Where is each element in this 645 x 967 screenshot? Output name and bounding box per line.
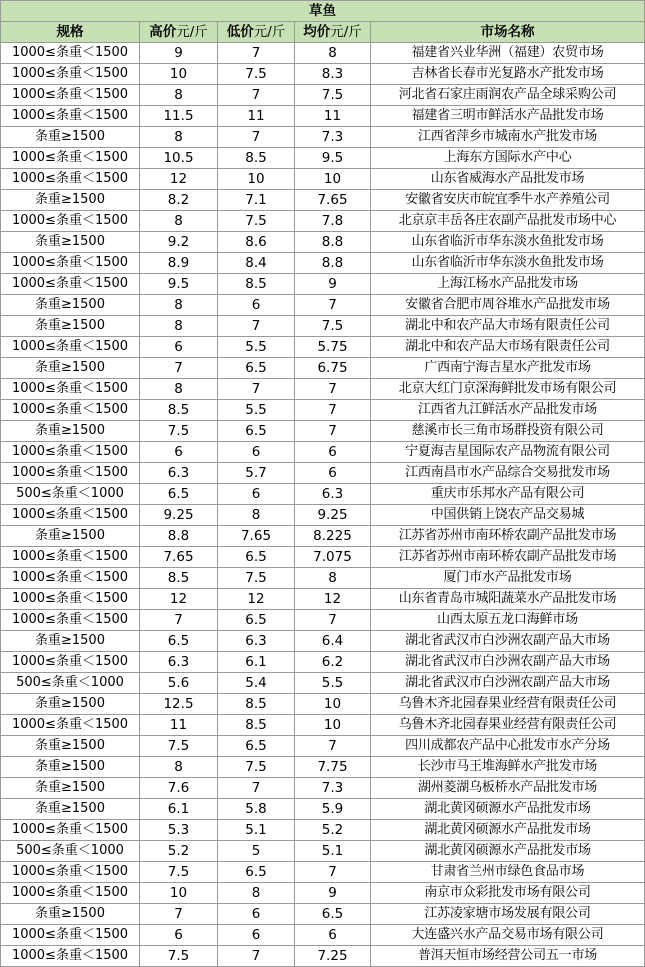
spec-cell: 1000≤条重＜1500 [1, 610, 140, 631]
spec-cell: 条重≥1500 [1, 757, 140, 778]
avg-price-cell: 7 [295, 862, 371, 883]
table-row [1, 589, 645, 610]
header-row [1, 22, 645, 43]
avg-price-cell: 7.8 [295, 211, 371, 232]
avg-price-cell: 12 [295, 589, 371, 610]
market-name-cell: 湖北省武汉市白沙洲农副产品大市场 [371, 652, 645, 673]
low-price-cell: 6 [218, 442, 295, 463]
table-row [1, 715, 645, 736]
market-name-cell: 湖北黄冈硕源水产品批发市场 [371, 841, 645, 862]
high-price-cell: 10 [140, 64, 218, 85]
avg-price-cell: 9.25 [295, 505, 371, 526]
high-price-cell: 10 [140, 883, 218, 904]
spec-cell: 1000≤条重＜1500 [1, 463, 140, 484]
high-price-cell: 6.3 [140, 652, 218, 673]
market-name-cell: 广西南宁海吉星水产批发市场 [371, 358, 645, 379]
spec-cell: 1000≤条重＜1500 [1, 589, 140, 610]
spec-cell: 条重≥1500 [1, 631, 140, 652]
market-name-cell: 安徽省安庆市皖宜季牛水产养殖公司 [371, 190, 645, 211]
market-name-cell: 湖北黄冈硕源水产品批发市场 [371, 799, 645, 820]
spec-cell: 1000≤条重＜1500 [1, 925, 140, 946]
table-row [1, 253, 645, 274]
high-price-cell: 6.3 [140, 463, 218, 484]
low-price-cell: 7.1 [218, 190, 295, 211]
market-name-cell: 湖州菱湖乌板桥水产品批发市场 [371, 778, 645, 799]
market-name-cell: 山东省临沂市华东淡水鱼批发市场 [371, 232, 645, 253]
avg-price-cell: 7.25 [295, 946, 371, 967]
table-row [1, 337, 645, 358]
table-row [1, 85, 645, 106]
low-price-cell: 5.8 [218, 799, 295, 820]
high-price-cell: 8 [140, 295, 218, 316]
low-price-cell: 7 [218, 379, 295, 400]
low-price-cell: 8.5 [218, 274, 295, 295]
high-price-cell: 6.5 [140, 631, 218, 652]
low-price-cell: 6.5 [218, 862, 295, 883]
high-price-cell: 8.9 [140, 253, 218, 274]
table-row [1, 526, 645, 547]
avg-price-cell: 6 [295, 463, 371, 484]
spec-cell: 1000≤条重＜1500 [1, 652, 140, 673]
low-price-cell: 6 [218, 295, 295, 316]
avg-price-cell: 10 [295, 169, 371, 190]
high-price-cell: 6 [140, 337, 218, 358]
market-name-cell: 江苏省苏州市南环桥农副产品批发市场 [371, 526, 645, 547]
avg-price-cell: 7 [295, 421, 371, 442]
avg-price-cell: 9 [295, 883, 371, 904]
spec-cell: 条重≥1500 [1, 904, 140, 925]
high-price-cell: 11 [140, 715, 218, 736]
table-row [1, 421, 645, 442]
low-price-cell: 6 [218, 925, 295, 946]
avg-price-cell: 7 [295, 400, 371, 421]
table-row [1, 862, 645, 883]
high-price-cell: 9 [140, 43, 218, 64]
low-price-cell: 8.5 [218, 148, 295, 169]
spec-cell: 条重≥1500 [1, 694, 140, 715]
market-name-cell: 乌鲁木齐北园春果业经营有限责任公司 [371, 694, 645, 715]
high-price-cell: 7 [140, 610, 218, 631]
avg-price-cell: 10 [295, 715, 371, 736]
low-price-cell: 5.1 [218, 820, 295, 841]
market-name-cell: 江西省九江鲜活水产品批发市场 [371, 400, 645, 421]
low-price-cell: 5.7 [218, 463, 295, 484]
spec-cell: 条重≥1500 [1, 127, 140, 148]
table-row [1, 673, 645, 694]
table-title: 草鱼 [1, 1, 645, 22]
high-price-cell: 8.2 [140, 190, 218, 211]
low-price-cell: 11 [218, 106, 295, 127]
market-name-cell: 吉林省长春市光复路水产批发市场 [371, 64, 645, 85]
table-row [1, 463, 645, 484]
avg-price-cell: 11 [295, 106, 371, 127]
avg-price-cell: 6.2 [295, 652, 371, 673]
avg-price-cell: 7.5 [295, 85, 371, 106]
market-name-cell: 湖北省武汉市白沙洲农副产品大市场 [371, 631, 645, 652]
table-row [1, 358, 645, 379]
high-price-cell: 8 [140, 379, 218, 400]
low-price-cell: 8 [218, 505, 295, 526]
spec-cell: 500≤条重＜1000 [1, 673, 140, 694]
high-price-cell: 6 [140, 925, 218, 946]
spec-cell: 1000≤条重＜1500 [1, 211, 140, 232]
market-name-cell: 江西省萍乡市城南水产批发市场 [371, 127, 645, 148]
avg-price-cell: 6.5 [295, 904, 371, 925]
table-row [1, 694, 645, 715]
spec-cell: 条重≥1500 [1, 799, 140, 820]
table-row [1, 106, 645, 127]
table-row [1, 925, 645, 946]
avg-price-cell: 5.1 [295, 841, 371, 862]
low-price-cell: 5.4 [218, 673, 295, 694]
high-price-cell: 5.3 [140, 820, 218, 841]
low-price-cell: 6.5 [218, 736, 295, 757]
table-row [1, 64, 645, 85]
low-price-cell: 6.3 [218, 631, 295, 652]
market-name-cell: 乌鲁木齐北园春果业经营有限责任公司 [371, 715, 645, 736]
low-price-cell: 7.5 [218, 568, 295, 589]
market-name-cell: 普洱天恒市场经营公司五一市场 [371, 946, 645, 967]
high-price-cell: 9.25 [140, 505, 218, 526]
low-price-cell: 5.5 [218, 400, 295, 421]
spec-cell: 500≤条重＜1000 [1, 484, 140, 505]
spec-cell: 1000≤条重＜1500 [1, 862, 140, 883]
market-name-cell: 北京大红门京深海鲜批发市场有限公司 [371, 379, 645, 400]
avg-price-cell: 8.3 [295, 64, 371, 85]
table-row [1, 190, 645, 211]
spec-cell: 1000≤条重＜1500 [1, 442, 140, 463]
table-row [1, 736, 645, 757]
spec-cell: 1000≤条重＜1500 [1, 715, 140, 736]
high-price-cell: 7.5 [140, 736, 218, 757]
table-row [1, 379, 645, 400]
low-price-cell: 8 [218, 883, 295, 904]
market-name-cell: 山东省威海水产品批发市场 [371, 169, 645, 190]
high-price-cell: 12 [140, 589, 218, 610]
market-name-cell: 中国供销上饶农产品交易城 [371, 505, 645, 526]
low-price-cell: 8.5 [218, 715, 295, 736]
high-price-cell: 5.6 [140, 673, 218, 694]
low-price-cell: 7.5 [218, 757, 295, 778]
spec-cell: 1000≤条重＜1500 [1, 85, 140, 106]
spec-cell: 条重≥1500 [1, 295, 140, 316]
avg-price-cell: 9 [295, 274, 371, 295]
spec-cell: 1000≤条重＜1500 [1, 106, 140, 127]
market-name-cell: 山东省临沂市华东淡水鱼批发市场 [371, 253, 645, 274]
avg-price-cell: 10 [295, 694, 371, 715]
low-price-cell: 10 [218, 169, 295, 190]
low-price-cell: 7.5 [218, 211, 295, 232]
spec-cell: 1000≤条重＜1500 [1, 400, 140, 421]
avg-price-cell: 8.8 [295, 232, 371, 253]
high-price-cell: 6.1 [140, 799, 218, 820]
avg-price-cell: 8.225 [295, 526, 371, 547]
high-price-cell: 8.5 [140, 400, 218, 421]
high-price-cell: 8.8 [140, 526, 218, 547]
high-price-cell: 6 [140, 442, 218, 463]
avg-price-cell: 5.9 [295, 799, 371, 820]
low-price-cell: 6.1 [218, 652, 295, 673]
spec-cell: 1000≤条重＜1500 [1, 337, 140, 358]
low-price-cell: 6.5 [218, 358, 295, 379]
spec-cell: 1000≤条重＜1500 [1, 568, 140, 589]
spec-cell: 1000≤条重＜1500 [1, 505, 140, 526]
market-name-cell: 江西南昌市水产品综合交易批发市场 [371, 463, 645, 484]
low-price-cell: 6.5 [218, 421, 295, 442]
high-price-cell: 7.6 [140, 778, 218, 799]
avg-price-cell: 6.3 [295, 484, 371, 505]
table-row [1, 883, 645, 904]
avg-price-cell: 7 [295, 736, 371, 757]
spec-cell: 1000≤条重＜1500 [1, 253, 140, 274]
spec-cell: 条重≥1500 [1, 421, 140, 442]
high-price-cell: 10.5 [140, 148, 218, 169]
high-price-cell: 7.65 [140, 547, 218, 568]
table-row [1, 610, 645, 631]
high-price-cell: 5.2 [140, 841, 218, 862]
high-price-cell: 12 [140, 169, 218, 190]
spec-cell: 条重≥1500 [1, 316, 140, 337]
market-name-cell: 湖北黄冈硕源水产品批发市场 [371, 820, 645, 841]
market-name-cell: 南京市众彩批发市场有限公司 [371, 883, 645, 904]
high-price-cell: 7 [140, 904, 218, 925]
high-price-cell: 7.5 [140, 946, 218, 967]
market-name-cell: 厦门市水产品批发市场 [371, 568, 645, 589]
high-price-cell: 9.5 [140, 274, 218, 295]
avg-price-cell: 7.5 [295, 316, 371, 337]
column-header-low: 低价元/斤 [218, 22, 295, 43]
avg-price-cell: 6 [295, 442, 371, 463]
table-row [1, 295, 645, 316]
table-row [1, 127, 645, 148]
avg-price-cell: 7.3 [295, 778, 371, 799]
spec-cell: 条重≥1500 [1, 736, 140, 757]
avg-price-cell: 7 [295, 610, 371, 631]
avg-price-cell: 6.75 [295, 358, 371, 379]
table-row [1, 505, 645, 526]
low-price-cell: 7 [218, 316, 295, 337]
avg-price-cell: 5.75 [295, 337, 371, 358]
high-price-cell: 7 [140, 358, 218, 379]
table-body [1, 43, 645, 967]
spec-cell: 1000≤条重＜1500 [1, 820, 140, 841]
market-name-cell: 长沙市马王堆海鲜水产批发市场 [371, 757, 645, 778]
market-name-cell: 湖北中和农产品大市场有限责任公司 [371, 316, 645, 337]
table-row [1, 232, 645, 253]
spec-cell: 1000≤条重＜1500 [1, 547, 140, 568]
avg-price-cell: 5.2 [295, 820, 371, 841]
avg-price-cell: 7 [295, 295, 371, 316]
high-price-cell: 8 [140, 127, 218, 148]
low-price-cell: 7.5 [218, 64, 295, 85]
market-name-cell: 慈溪市长三角市场群投资有限公司 [371, 421, 645, 442]
market-name-cell: 山西太原五龙口海鲜市场 [371, 610, 645, 631]
market-name-cell: 湖北中和农产品大市场有限责任公司 [371, 337, 645, 358]
spec-cell: 条重≥1500 [1, 778, 140, 799]
high-price-cell: 8 [140, 85, 218, 106]
high-price-cell: 12.5 [140, 694, 218, 715]
avg-price-cell: 6.4 [295, 631, 371, 652]
high-price-cell: 8 [140, 211, 218, 232]
spec-cell: 1000≤条重＜1500 [1, 883, 140, 904]
spec-cell: 1000≤条重＜1500 [1, 148, 140, 169]
avg-price-cell: 5.5 [295, 673, 371, 694]
market-name-cell: 福建省兴业华洲（福建）农贸市场 [371, 43, 645, 64]
column-header-spec: 规格 [1, 22, 140, 43]
high-price-cell: 7.5 [140, 421, 218, 442]
table-row [1, 547, 645, 568]
low-price-cell: 8.6 [218, 232, 295, 253]
low-price-cell: 7 [218, 85, 295, 106]
avg-price-cell: 7.65 [295, 190, 371, 211]
high-price-cell: 8.5 [140, 568, 218, 589]
table-row [1, 316, 645, 337]
low-price-cell: 5 [218, 841, 295, 862]
low-price-cell: 6 [218, 484, 295, 505]
market-name-cell: 上海江杨水产品批发市场 [371, 274, 645, 295]
spec-cell: 500≤条重＜1000 [1, 841, 140, 862]
table-row [1, 442, 645, 463]
low-price-cell: 6.5 [218, 547, 295, 568]
spec-cell: 条重≥1500 [1, 526, 140, 547]
market-name-cell: 重庆市乐邦水产品有限公司 [371, 484, 645, 505]
title-row [1, 1, 645, 22]
table-row [1, 904, 645, 925]
market-name-cell: 北京京丰岳各庄农副产品批发市场中心 [371, 211, 645, 232]
high-price-cell: 8 [140, 757, 218, 778]
high-price-cell: 8 [140, 316, 218, 337]
avg-price-cell: 7.75 [295, 757, 371, 778]
spec-cell: 1000≤条重＜1500 [1, 43, 140, 64]
table-row [1, 820, 645, 841]
spec-cell: 1000≤条重＜1500 [1, 274, 140, 295]
low-price-cell: 7 [218, 127, 295, 148]
avg-price-cell: 8 [295, 568, 371, 589]
avg-price-cell: 6 [295, 925, 371, 946]
market-name-cell: 福建省三明市鲜活水产品批发市场 [371, 106, 645, 127]
market-name-cell: 大连盛兴水产品交易市场有限公司 [371, 925, 645, 946]
avg-price-cell: 7.075 [295, 547, 371, 568]
table-row [1, 757, 645, 778]
market-name-cell: 上海东方国际水产中心 [371, 148, 645, 169]
high-price-cell: 11.5 [140, 106, 218, 127]
table-row [1, 43, 645, 64]
table-row [1, 568, 645, 589]
table-row [1, 652, 645, 673]
spec-cell: 1000≤条重＜1500 [1, 64, 140, 85]
high-price-cell: 9.2 [140, 232, 218, 253]
column-header-market: 市场名称 [371, 22, 645, 43]
market-name-cell: 湖北省武汉市白沙洲农副产品大市场 [371, 673, 645, 694]
market-name-cell: 安徽省合肥市周谷堆水产品批发市场 [371, 295, 645, 316]
table-row [1, 400, 645, 421]
low-price-cell: 7 [218, 43, 295, 64]
low-price-cell: 8.5 [218, 694, 295, 715]
avg-price-cell: 8.8 [295, 253, 371, 274]
avg-price-cell: 7.3 [295, 127, 371, 148]
market-name-cell: 山东省青岛市城阳蔬菜水产品批发市场 [371, 589, 645, 610]
table-row [1, 148, 645, 169]
avg-price-cell: 8 [295, 43, 371, 64]
market-name-cell: 宁夏海吉星国际农产品物流有限公司 [371, 442, 645, 463]
table-row [1, 274, 645, 295]
table-row [1, 211, 645, 232]
table-row [1, 484, 645, 505]
table-row [1, 631, 645, 652]
low-price-cell: 8.4 [218, 253, 295, 274]
table-row [1, 841, 645, 862]
low-price-cell: 6.5 [218, 610, 295, 631]
low-price-cell: 6 [218, 904, 295, 925]
low-price-cell: 7 [218, 778, 295, 799]
avg-price-cell: 9.5 [295, 148, 371, 169]
table-row [1, 778, 645, 799]
spec-cell: 1000≤条重＜1500 [1, 169, 140, 190]
market-name-cell: 甘肃省兰州市绿色食品市场 [371, 862, 645, 883]
low-price-cell: 12 [218, 589, 295, 610]
spec-cell: 1000≤条重＜1500 [1, 946, 140, 967]
low-price-cell: 5.5 [218, 337, 295, 358]
table-row [1, 799, 645, 820]
market-name-cell: 江苏凌家塘市场发展有限公司 [371, 904, 645, 925]
column-header-avg: 均价元/斤 [295, 22, 371, 43]
table-row [1, 946, 645, 967]
high-price-cell: 6.5 [140, 484, 218, 505]
high-price-cell: 7.5 [140, 862, 218, 883]
spec-cell: 条重≥1500 [1, 358, 140, 379]
market-name-cell: 江苏省苏州市南环桥农副产品批发市场 [371, 547, 645, 568]
spec-cell: 1000≤条重＜1500 [1, 379, 140, 400]
low-price-cell: 7 [218, 946, 295, 967]
spec-cell: 条重≥1500 [1, 190, 140, 211]
avg-price-cell: 7 [295, 379, 371, 400]
spec-cell: 条重≥1500 [1, 232, 140, 253]
table-row [1, 169, 645, 190]
market-name-cell: 四川成都农产品中心批发市水产分场 [371, 736, 645, 757]
column-header-high: 高价元/斤 [140, 22, 218, 43]
low-price-cell: 7.65 [218, 526, 295, 547]
market-name-cell: 河北省石家庄雨润农产品全球采购公司 [371, 85, 645, 106]
